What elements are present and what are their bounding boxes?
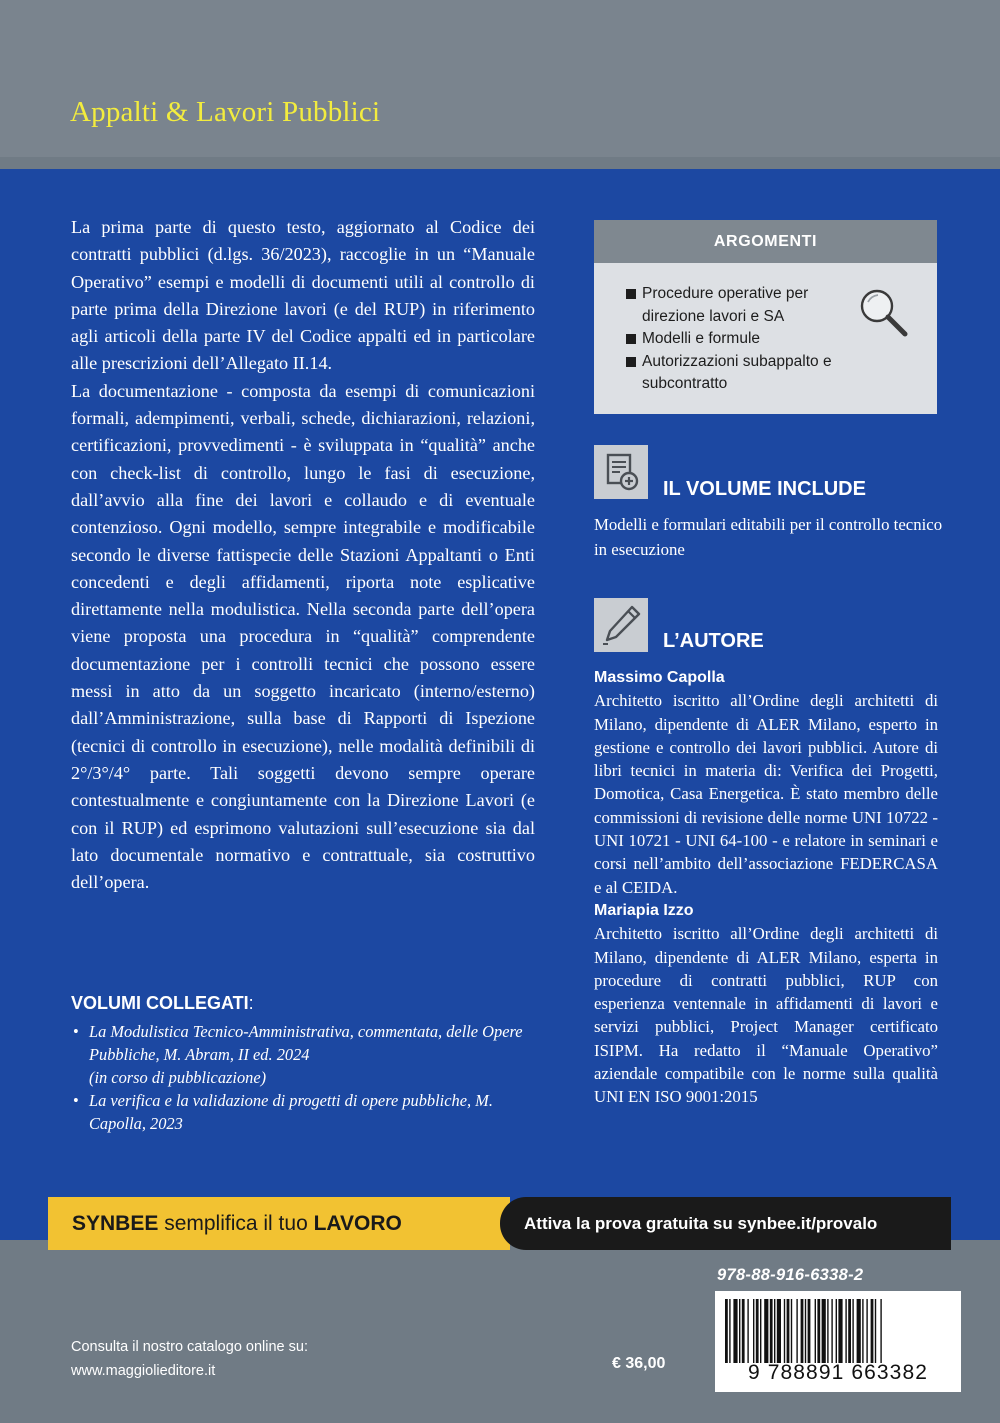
authors-block — [594, 666, 938, 1109]
topic-item: Autorizzazioni subappalto e subcontratto — [626, 351, 836, 396]
price: € 36,00 — [612, 1355, 666, 1372]
related-volumes-list — [71, 1020, 541, 1135]
topic-item: Procedure operative per direzione lavori e SA — [626, 283, 836, 328]
description-text — [71, 214, 535, 896]
author-name: Mariapia Izzo — [594, 901, 694, 919]
author-bio: Architetto iscritto all’Ordine degli architetti di Milano, dipendente di ALER Milano, esperta in procedure di contratti pubblici, RUP con esperienza ventennale in affidamenti di lavori e servizi pubblici, Project Manager certificato ISIPM. Ha redatto il “Manuale Operativo” aziendale compatibile con le norme sulla qualità UNI EN ISO 9001:2015 — [594, 924, 938, 1107]
author-name: Massimo Capolla — [594, 669, 725, 686]
top-band — [0, 0, 1000, 157]
related-volume-title: La Modulistica Tecnico-Amministrativa, commentata, delle Opere Pubbliche, M. Abram, II ed. 2024 — [89, 1022, 523, 1064]
related-volume-item — [71, 1089, 541, 1135]
related-volume-title: La verifica e la validazione di progetti di opere pubbliche, M. Capolla, 2023 — [89, 1091, 493, 1133]
pen-icon — [594, 598, 648, 652]
catalog-label: Consulta il nostro catalogo online su: — [71, 1339, 308, 1355]
promo-slogan — [48, 1197, 510, 1250]
barcode — [715, 1291, 961, 1392]
publisher-website: www.maggiolieditore.it — [71, 1363, 216, 1379]
promo-end: LAVORO — [313, 1212, 402, 1235]
related-heading-colon: : — [248, 993, 254, 1013]
document-add-icon — [594, 445, 648, 499]
topics-title: ARGOMENTI — [594, 220, 937, 263]
related-heading-text: VOLUMI COLLEGATI — [71, 993, 249, 1013]
search-icon — [855, 284, 913, 342]
catalog-info — [71, 1335, 308, 1383]
promo-cta: Attiva la prova gratuita su synbee.it/provalo — [500, 1197, 951, 1250]
barcode-digits: 9 788891 663382 — [748, 1361, 928, 1384]
topic-item: Modelli e formule — [626, 328, 836, 351]
isbn: 978-88-916-6338-2 — [717, 1266, 864, 1284]
promo-middle: semplifica il tuo — [158, 1212, 314, 1235]
author-bio: Architetto iscritto all’Ordine degli architetti di Milano, dipendente di ALER Milano, esperto in gestione e controllo dei lavori pubblici. Autore di libri tecnici in materia di: Verifica dei Progetti, Domotica, Casa Energetica. È stato membro delle commissioni di revisione delle norme UNI 10722 - UNI 10721 - UNI 64-100 - e relatore in seminari e corsi nell’ambito dell’associazione FEDERCASA e al CEIDA. — [594, 691, 938, 897]
barcode-bars — [725, 1299, 951, 1363]
related-volume-note: (in corso di pubblicazione) — [89, 1068, 267, 1087]
related-volumes-heading — [71, 993, 541, 1014]
description-paragraph-2: La documentazione - composta da esempi di comunicazioni formali, adempimenti, verbali, schede, dichiarazioni, relazioni, certificazioni, provvedimenti - è sviluppata in “qualità” anche con check-list di controllo, lungo le fasi di esecuzione, dall’avvio alla fine dei lavori e collaudo e di eventuale contenzioso. Ogni modello, sempre integrabile e modificabile secondo le diverse fattispecie delle Stazioni Appaltanti o Enti concedenti e degli affidamenti, riporta note esplicative direttamente nella modulistica. Nella seconda parte dell’opera viene proposta una procedura in “qualità” comprendente documentazione per i controlli tecnici che possono essere messi in atto da un soggetto incaricato (interno/esterno) dall’Amministrazione, sulla base di Rapporti di Ispezione (tecnici di controllo in esecuzione), nelle modalità definibili di 2°/3°/4° parte. Tali soggetti devono sempre operare contestualmente e congiuntamente con la Direzione Lavori (e con il RUP) ed esprimono valutazioni sull’esecuzione sia dal lato documentale normativo e contrattuale, sia costruttivo dell’opera. — [71, 380, 535, 893]
promo-banner — [48, 1197, 961, 1250]
series-title: Appalti & Lavori Pubblici — [70, 96, 381, 128]
promo-brand: SYNBEE — [72, 1212, 159, 1235]
description-paragraph-1: La prima parte di questo testo, aggiornato al Codice dei contratti pubblici (d.lgs. 36/2023), raccoglie in un “Manuale Operativo” esempi e modelli di documenti utili al controllo di parte prima della Direzione lavori (e del RUP) in riferimento agli articoli della parte IV del Codice appalti ed in particolare alle prescrizioni dell’Allegato II.14. — [71, 217, 535, 374]
volume-include-title: IL VOLUME INCLUDE — [663, 478, 866, 500]
author-title: L’AUTORE — [663, 630, 764, 652]
related-volumes — [71, 993, 541, 1135]
volume-include-text: Modelli e formulari editabili per il controllo tecnico in esecuzione — [594, 515, 943, 559]
related-volume-item — [71, 1020, 541, 1089]
topics-box — [594, 220, 937, 414]
